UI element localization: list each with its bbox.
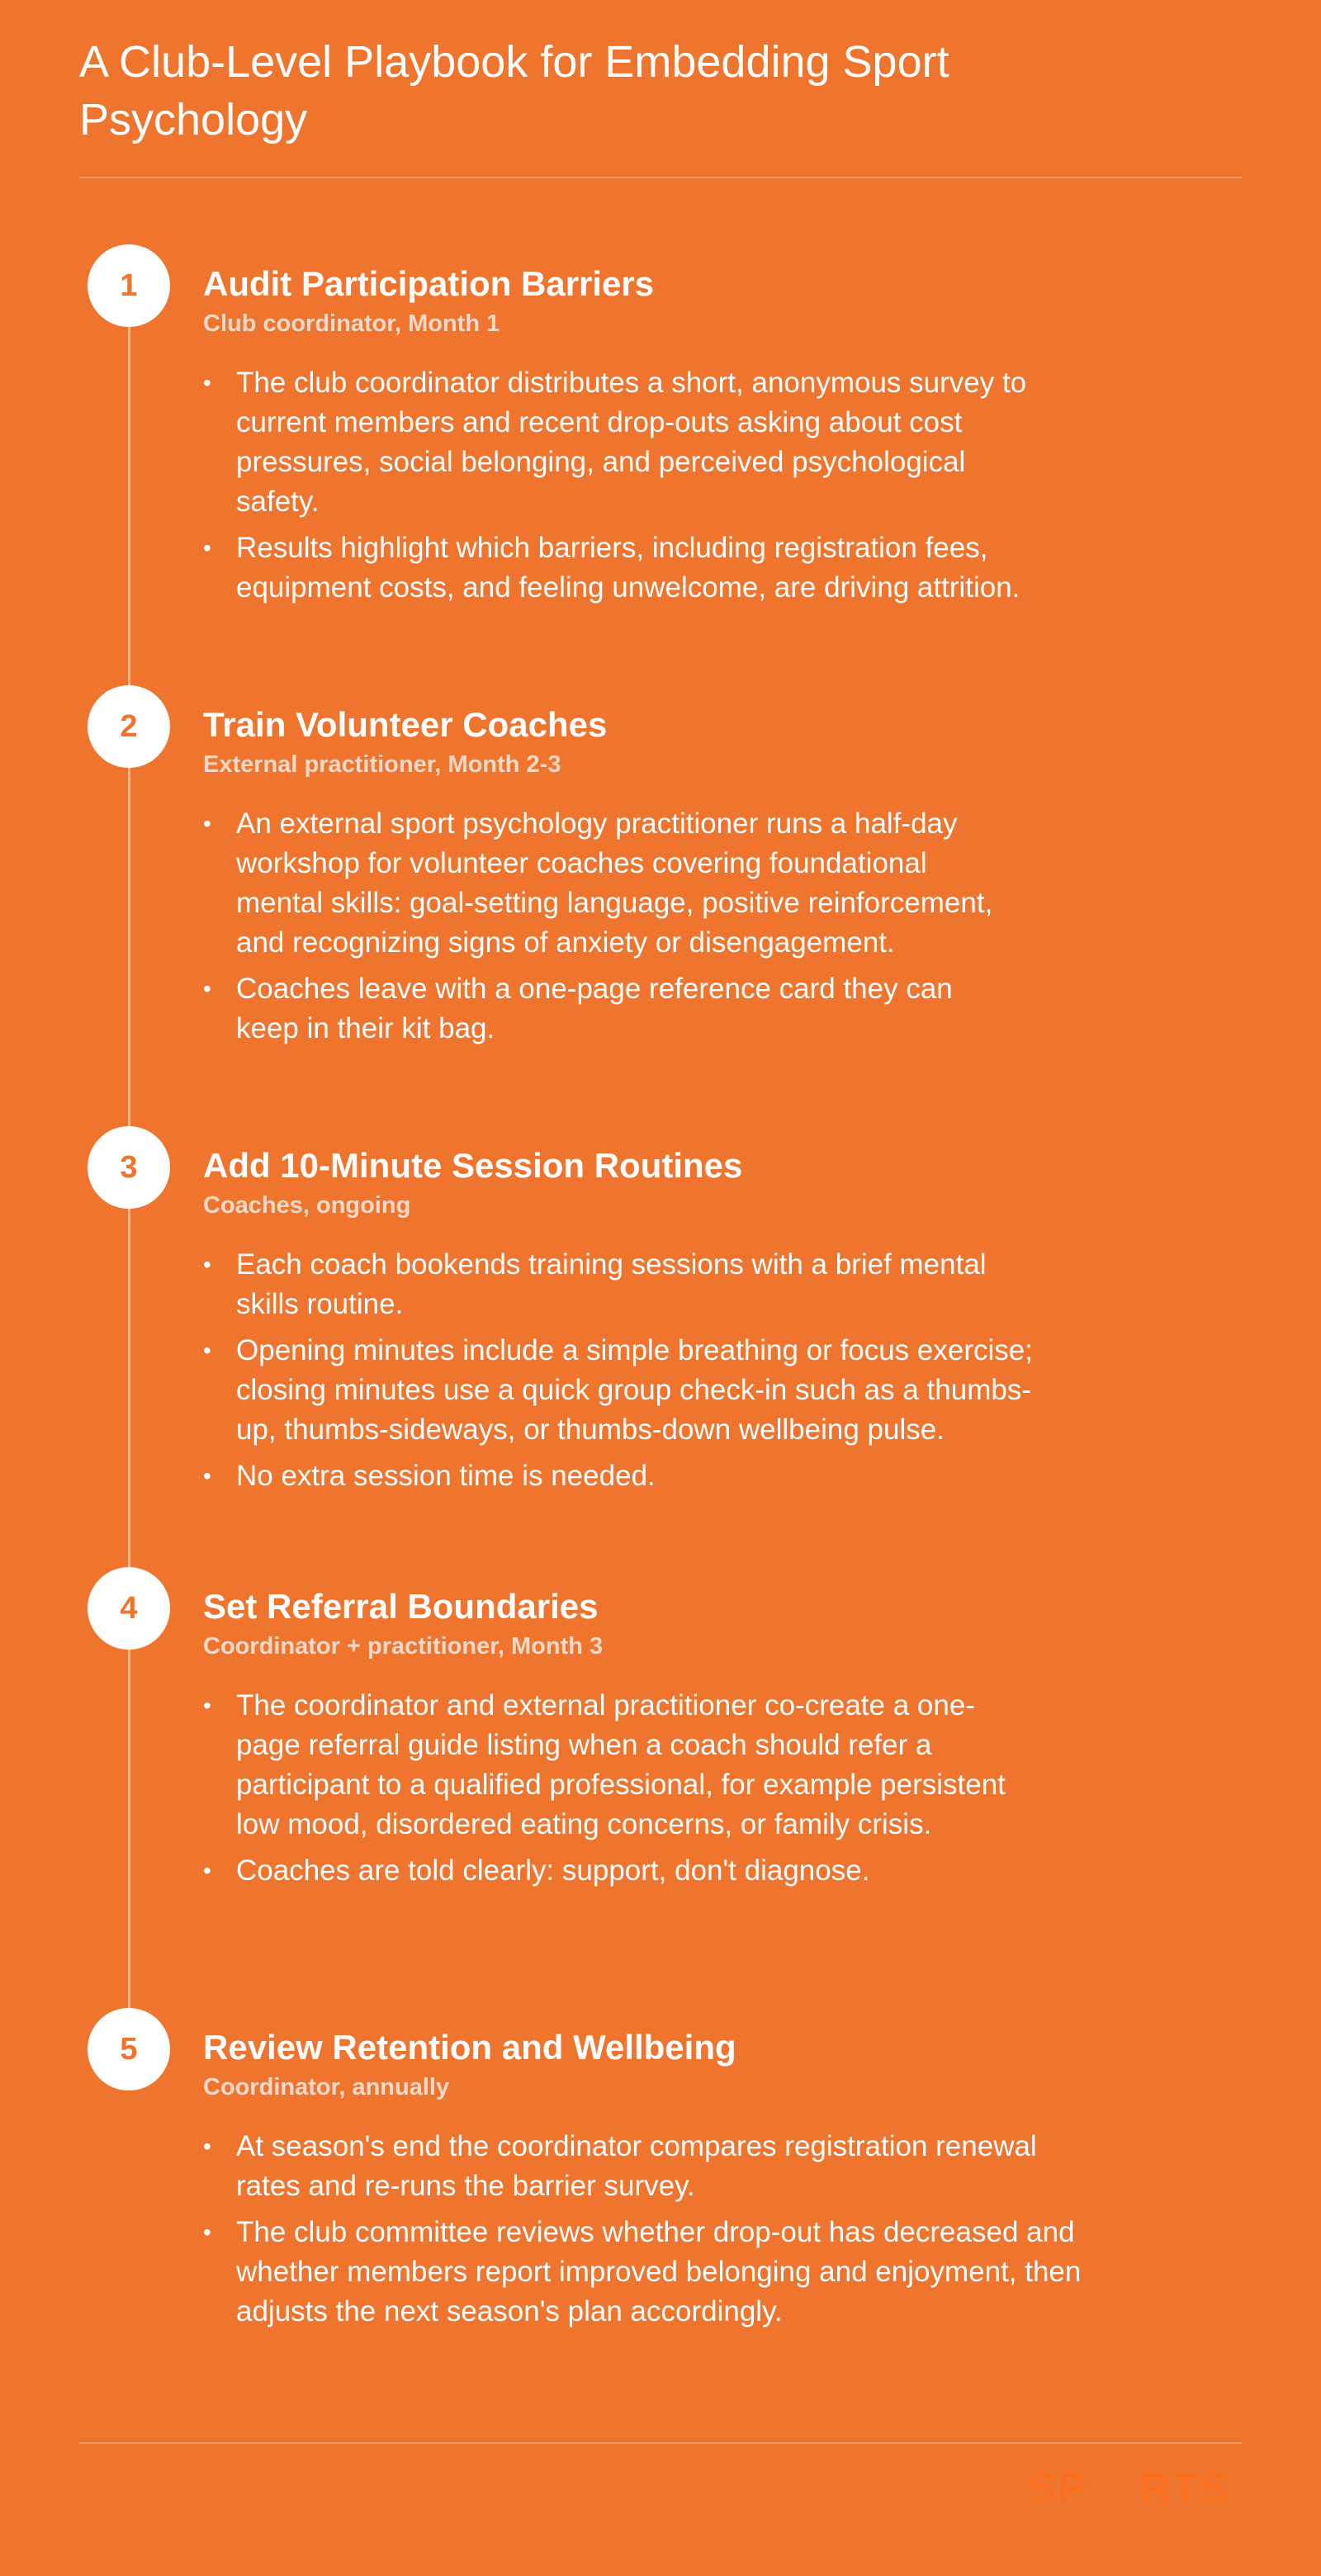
list-item — [203, 1331, 1037, 1450]
bullet-icon: • — [203, 811, 211, 836]
bullet-text: Each coach bookends training sessions with a brief mental skills routine. — [236, 1248, 987, 1320]
bullet-icon: • — [203, 2133, 211, 2159]
step-bullet-list — [203, 804, 1020, 1049]
bullet-icon: • — [203, 535, 211, 561]
step-number-marker: 2 — [88, 685, 170, 768]
step-content — [203, 2024, 1111, 2338]
list-item — [203, 363, 1029, 522]
list-item — [203, 1456, 1037, 1496]
list-item — [203, 804, 1020, 963]
playbook-page — [79, 0, 1242, 2576]
watermark-text-right: RTS — [1139, 2465, 1230, 2512]
list-item — [203, 969, 1020, 1049]
step-owner-timing: Coordinator, annually — [203, 2074, 450, 2100]
step-content — [203, 261, 1111, 614]
bullet-text: Coaches are told clearly: support, don't diagnose. — [236, 1854, 870, 1887]
bullet-text: The club committee reviews whether drop-out has decreased and whether members report improved belonging and enjoyment, then adjusts the next season's plan accordingly. — [236, 2216, 1082, 2327]
bullet-icon: • — [203, 976, 211, 1002]
list-item — [203, 2127, 1095, 2206]
bullet-text: Coaches leave with a one-page reference card they can keep in their kit bag. — [236, 973, 953, 1044]
list-item — [203, 528, 1029, 608]
step-bullet-list — [203, 1686, 1020, 1891]
step-owner-timing: Coaches, ongoing — [203, 1192, 411, 1219]
bullet-icon: • — [203, 370, 211, 395]
step-bullet-list — [203, 363, 1029, 608]
bullet-icon: • — [203, 1463, 211, 1489]
bullet-text: At season's end the coordinator compares registration renewal rates and re-runs the barrier survey. — [236, 2130, 1037, 2202]
footer-divider — [79, 2442, 1242, 2444]
bullet-text: No extra session time is needed. — [236, 1460, 656, 1492]
step-bullet-list — [203, 2127, 1095, 2332]
step-title: Audit Participation Barriers — [203, 264, 655, 303]
step-content — [203, 1584, 1111, 1897]
header-divider — [79, 177, 1242, 178]
list-item — [203, 2213, 1095, 2332]
step-owner-timing: Coordinator + practitioner, Month 3 — [203, 1633, 604, 1660]
step-number-marker: 3 — [88, 1126, 170, 1209]
step-title: Review Retention and Wellbeing — [203, 2028, 736, 2067]
step-content — [203, 702, 1111, 1055]
bullet-text: The club coordinator distributes a short, anonymous survey to current members and recent drop-outs asking about cost pressures, social belonging, and perceived psychological safety. — [236, 367, 1027, 518]
sports-watermark-logo — [1028, 2464, 1230, 2513]
bullet-icon: • — [203, 1338, 211, 1363]
bullet-text: Opening minutes include a simple breathing or focus exercise; closing minutes use a quick group check-in such as a thumbs-up, thumbs-sideways, or thumbs-down wellbeing pulse. — [236, 1334, 1033, 1446]
step-number-marker: 5 — [88, 2008, 170, 2091]
bullet-text: The coordinator and external practitioner co-create a one-page referral guide listing when a coach should refer a participant to a qualified professional, for example persistent low mood, disordered eating concerns, or family crisis. — [236, 1689, 1006, 1840]
bullet-icon: • — [203, 2219, 211, 2245]
bullet-icon: • — [203, 1693, 211, 1718]
list-item — [203, 1686, 1020, 1844]
step-content — [203, 1143, 1111, 1503]
step-title: Train Volunteer Coaches — [203, 705, 608, 744]
list-item — [203, 1851, 1020, 1891]
step-bullet-list — [203, 1245, 1037, 1496]
step-title: Set Referral Boundaries — [203, 1587, 599, 1626]
step-title: Add 10-Minute Session Routines — [203, 1146, 743, 1185]
step-number-marker: 1 — [88, 244, 170, 327]
step-number-marker: 4 — [88, 1567, 170, 1650]
bullet-icon: • — [203, 1252, 211, 1277]
bullet-text: An external sport psychology practitioner runs a half-day workshop for volunteer coaches covering foundational mental skills: goal-setting language, positive reinforcement, and recognizing signs of anxiety or disengagement. — [236, 807, 993, 959]
step-owner-timing: Club coordinator, Month 1 — [203, 310, 500, 337]
watermark-text-left: SP — [1027, 2465, 1088, 2512]
list-item — [203, 1245, 1037, 1324]
page-title: A Club-Level Playbook for Embedding Sport Psychology — [79, 37, 949, 144]
bullet-text: Results highlight which barriers, including registration fees, equipment costs, and feeling unwelcome, are driving attrition. — [236, 532, 1020, 604]
step-owner-timing: External practitioner, Month 2-3 — [203, 751, 561, 778]
bullet-icon: • — [203, 1858, 211, 1883]
